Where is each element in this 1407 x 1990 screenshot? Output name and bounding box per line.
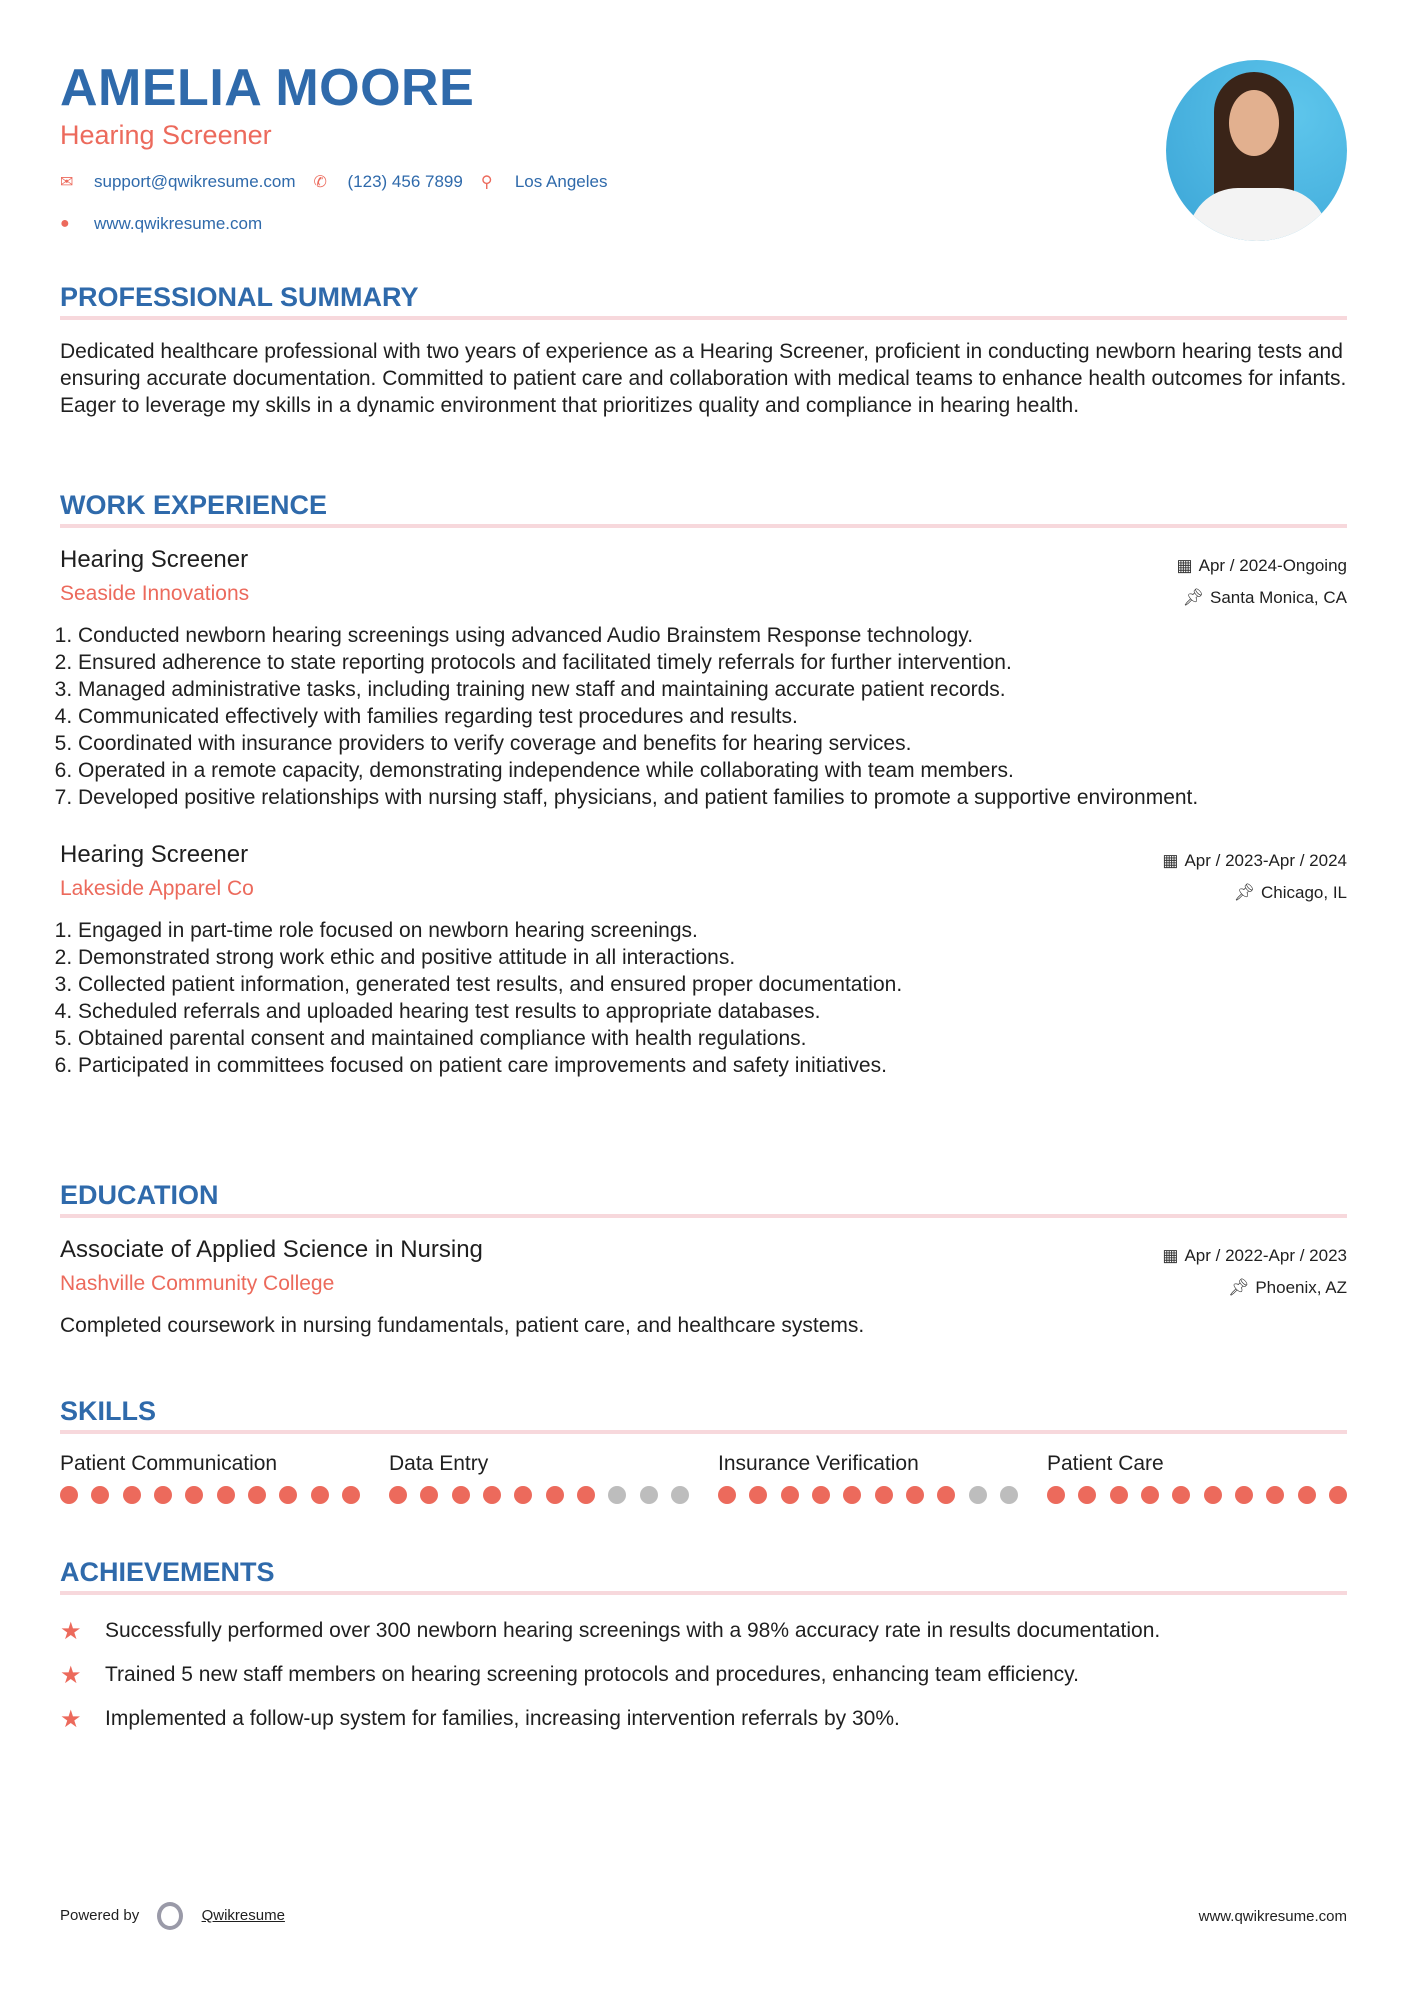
list-item: 5. Coordinated with insurance providers to verify coverage and benefits for hearing services. xyxy=(78,730,1347,757)
job-location: Santa Monica, CA xyxy=(1209,588,1347,607)
website-link[interactable]: www.qwikresume.com xyxy=(94,214,263,233)
rating-dot-empty xyxy=(640,1486,658,1504)
achievement-item xyxy=(60,1697,1347,1741)
job-title: Hearing Screener xyxy=(60,546,249,573)
rating-dot-filled xyxy=(1110,1486,1128,1504)
company-name: Lakeside Apparel Co xyxy=(60,877,254,900)
rating-dot-empty xyxy=(608,1486,626,1504)
rating-dot-empty xyxy=(1000,1486,1018,1504)
footer-url[interactable]: www.qwikresume.com xyxy=(1198,1907,1347,1925)
job-title: Hearing Screener xyxy=(60,841,249,868)
rating-dot-filled xyxy=(1204,1486,1222,1504)
education-location: Phoenix, AZ xyxy=(1255,1278,1347,1297)
rating-dot-filled xyxy=(937,1486,955,1504)
section-heading: PROFESSIONAL SUMMARY xyxy=(60,282,419,312)
summary-section xyxy=(60,282,1347,419)
rating-dot-filled xyxy=(420,1486,438,1504)
rating-dot-filled xyxy=(217,1486,235,1504)
location-text: Los Angeles xyxy=(514,172,608,191)
rating-dot-filled xyxy=(342,1486,360,1504)
email-icon: ✉ xyxy=(60,174,74,191)
divider xyxy=(60,316,1347,320)
pin-icon: 📌︎ xyxy=(1233,883,1255,902)
divider xyxy=(60,1214,1347,1218)
rating-dot-filled xyxy=(577,1486,595,1504)
rating-dot-filled xyxy=(1298,1486,1316,1504)
achievements-section xyxy=(60,1557,1347,1741)
pin-icon: 📌︎ xyxy=(1182,588,1204,607)
location-pin-icon: ⚲ xyxy=(480,174,493,191)
skill-rating xyxy=(60,1486,360,1504)
website-row xyxy=(60,214,262,234)
rating-dot-filled xyxy=(546,1486,564,1504)
rating-dot-filled xyxy=(279,1486,297,1504)
qwikresume-logo-icon xyxy=(157,1902,183,1930)
skill-rating xyxy=(718,1486,1018,1504)
rating-dot-filled xyxy=(906,1486,924,1504)
divider xyxy=(60,524,1347,528)
skill-item xyxy=(1047,1452,1347,1504)
rating-dot-filled xyxy=(514,1486,532,1504)
skill-item xyxy=(60,1452,360,1504)
education-entry xyxy=(60,1236,1347,1339)
rating-dot-filled xyxy=(749,1486,767,1504)
rating-dot-filled xyxy=(843,1486,861,1504)
skill-item xyxy=(389,1452,689,1504)
powered-by-label: Powered by xyxy=(60,1906,140,1924)
rating-dot-filled xyxy=(1329,1486,1347,1504)
star-icon: ★ xyxy=(60,1661,82,1689)
rating-dot-filled xyxy=(1141,1486,1159,1504)
rating-dot-filled xyxy=(185,1486,203,1504)
contact-row xyxy=(60,172,625,192)
achievement-text: Successfully performed over 300 newborn hearing screenings with a 98% accuracy rate in results documentation. xyxy=(105,1619,1161,1642)
job-date: Apr / 2023-Apr / 2024 xyxy=(1184,851,1347,870)
list-item: 1. Conducted newborn hearing screenings using advanced Audio Brainstem Response technology. xyxy=(78,622,1347,649)
rating-dot-filled xyxy=(1266,1486,1284,1504)
rating-dot-filled xyxy=(60,1486,78,1504)
summary-text: Dedicated healthcare professional with two years of experience as a Hearing Screener, proficient in conducting newborn hearing tests and ensuring accurate documentation. Committed to patient care and collaboration with medical teams to enhance health outcomes for infants. Eager to leverage my skills in a dynamic environment that prioritizes quality and compliance in hearing health. xyxy=(60,340,1347,417)
section-heading: SKILLS xyxy=(60,1396,157,1426)
education-description: Completed coursework in nursing fundamentals, patient care, and healthcare systems. xyxy=(60,1314,865,1337)
list-item: 6. Operated in a remote capacity, demonstrating independence while collaborating with team members. xyxy=(78,757,1347,784)
profile-photo xyxy=(1166,60,1347,241)
rating-dot-filled xyxy=(452,1486,470,1504)
job-date: Apr / 2024-Ongoing xyxy=(1198,556,1347,575)
job-bullets xyxy=(60,917,1347,1079)
email-link[interactable]: support@qwikresume.com xyxy=(94,172,296,191)
rating-dot-filled xyxy=(248,1486,266,1504)
list-item: 3. Collected patient information, generated test results, and ensured proper documentation. xyxy=(78,971,1347,998)
skill-item xyxy=(718,1452,1018,1504)
job-bullets xyxy=(60,622,1347,811)
phone-icon: ✆ xyxy=(313,174,327,191)
rating-dot-filled xyxy=(123,1486,141,1504)
skill-name: Patient Communication xyxy=(60,1452,278,1475)
divider xyxy=(60,1430,1347,1434)
rating-dot-filled xyxy=(1047,1486,1065,1504)
rating-dot-filled xyxy=(389,1486,407,1504)
list-item: 1. Engaged in part-time role focused on newborn hearing screenings. xyxy=(78,917,1347,944)
job-location: Chicago, IL xyxy=(1261,883,1347,902)
skill-rating xyxy=(1047,1486,1347,1504)
achievement-text: Implemented a follow-up system for families, increasing intervention referrals by 30%. xyxy=(105,1707,900,1730)
school-name: Nashville Community College xyxy=(60,1272,335,1295)
section-heading: EDUCATION xyxy=(60,1180,219,1210)
rating-dot-filled xyxy=(483,1486,501,1504)
section-heading: WORK EXPERIENCE xyxy=(60,490,328,520)
calendar-icon: ▦ xyxy=(1162,851,1179,870)
achievement-text: Trained 5 new staff members on hearing screening protocols and procedures, enhancing team efficiency. xyxy=(105,1663,1079,1686)
skill-name: Patient Care xyxy=(1047,1452,1164,1475)
star-icon: ★ xyxy=(60,1617,82,1645)
skill-name: Data Entry xyxy=(389,1452,489,1475)
rating-dot-filled xyxy=(1235,1486,1253,1504)
globe-icon: ● xyxy=(60,215,70,232)
pin-icon: 📌︎ xyxy=(1227,1278,1250,1297)
candidate-name: AMELIA MOORE xyxy=(60,59,475,117)
rating-dot-empty xyxy=(969,1486,987,1504)
list-item: 4. Communicated effectively with families regarding test procedures and results. xyxy=(78,703,1347,730)
rating-dot-filled xyxy=(781,1486,799,1504)
rating-dot-filled xyxy=(875,1486,893,1504)
rating-dot-empty xyxy=(671,1486,689,1504)
section-heading: ACHIEVEMENTS xyxy=(60,1557,275,1587)
experience-section xyxy=(60,490,1347,1079)
calendar-icon: ▦ xyxy=(1162,1246,1179,1265)
achievement-item xyxy=(60,1653,1347,1697)
list-item: 4. Scheduled referrals and uploaded hearing test results to appropriate databases. xyxy=(78,998,1347,1025)
achievement-item xyxy=(60,1609,1347,1653)
list-item: 2. Ensured adherence to state reporting protocols and facilitated timely referrals for further intervention. xyxy=(78,649,1347,676)
rating-dot-filled xyxy=(311,1486,329,1504)
company-name: Seaside Innovations xyxy=(60,582,250,605)
skill-name: Insurance Verification xyxy=(718,1452,919,1475)
rating-dot-filled xyxy=(812,1486,830,1504)
skills-grid xyxy=(60,1452,1347,1504)
skills-section xyxy=(60,1396,1347,1504)
list-item: 2. Demonstrated strong work ethic and positive attitude in all interactions. xyxy=(78,944,1347,971)
job-entry xyxy=(60,841,1347,1079)
list-item: 5. Obtained parental consent and maintained compliance with health regulations. xyxy=(78,1025,1347,1052)
skill-rating xyxy=(389,1486,689,1504)
brand-link[interactable]: Qwikresume xyxy=(201,1906,285,1924)
education-section xyxy=(60,1180,1347,1339)
rating-dot-filled xyxy=(1078,1486,1096,1504)
education-date: Apr / 2022-Apr / 2023 xyxy=(1184,1246,1347,1265)
rating-dot-filled xyxy=(718,1486,736,1504)
rating-dot-filled xyxy=(91,1486,109,1504)
calendar-icon: ▦ xyxy=(1176,556,1193,575)
phone-text: (123) 456 7899 xyxy=(347,172,463,191)
candidate-title: Hearing Screener xyxy=(60,120,272,150)
list-item: 3. Managed administrative tasks, including training new staff and maintaining accurate patient records. xyxy=(78,676,1347,703)
footer xyxy=(60,1902,1347,1930)
divider xyxy=(60,1591,1347,1595)
list-item: 6. Participated in committees focused on patient care improvements and safety initiatives. xyxy=(78,1052,1347,1079)
rating-dot-filled xyxy=(1172,1486,1190,1504)
rating-dot-filled xyxy=(154,1486,172,1504)
star-icon: ★ xyxy=(60,1705,82,1733)
job-entry xyxy=(60,546,1347,811)
degree: Associate of Applied Science in Nursing xyxy=(60,1236,483,1263)
list-item: 7. Developed positive relationships with nursing staff, physicians, and patient families to promote a supportive environment. xyxy=(78,784,1347,811)
